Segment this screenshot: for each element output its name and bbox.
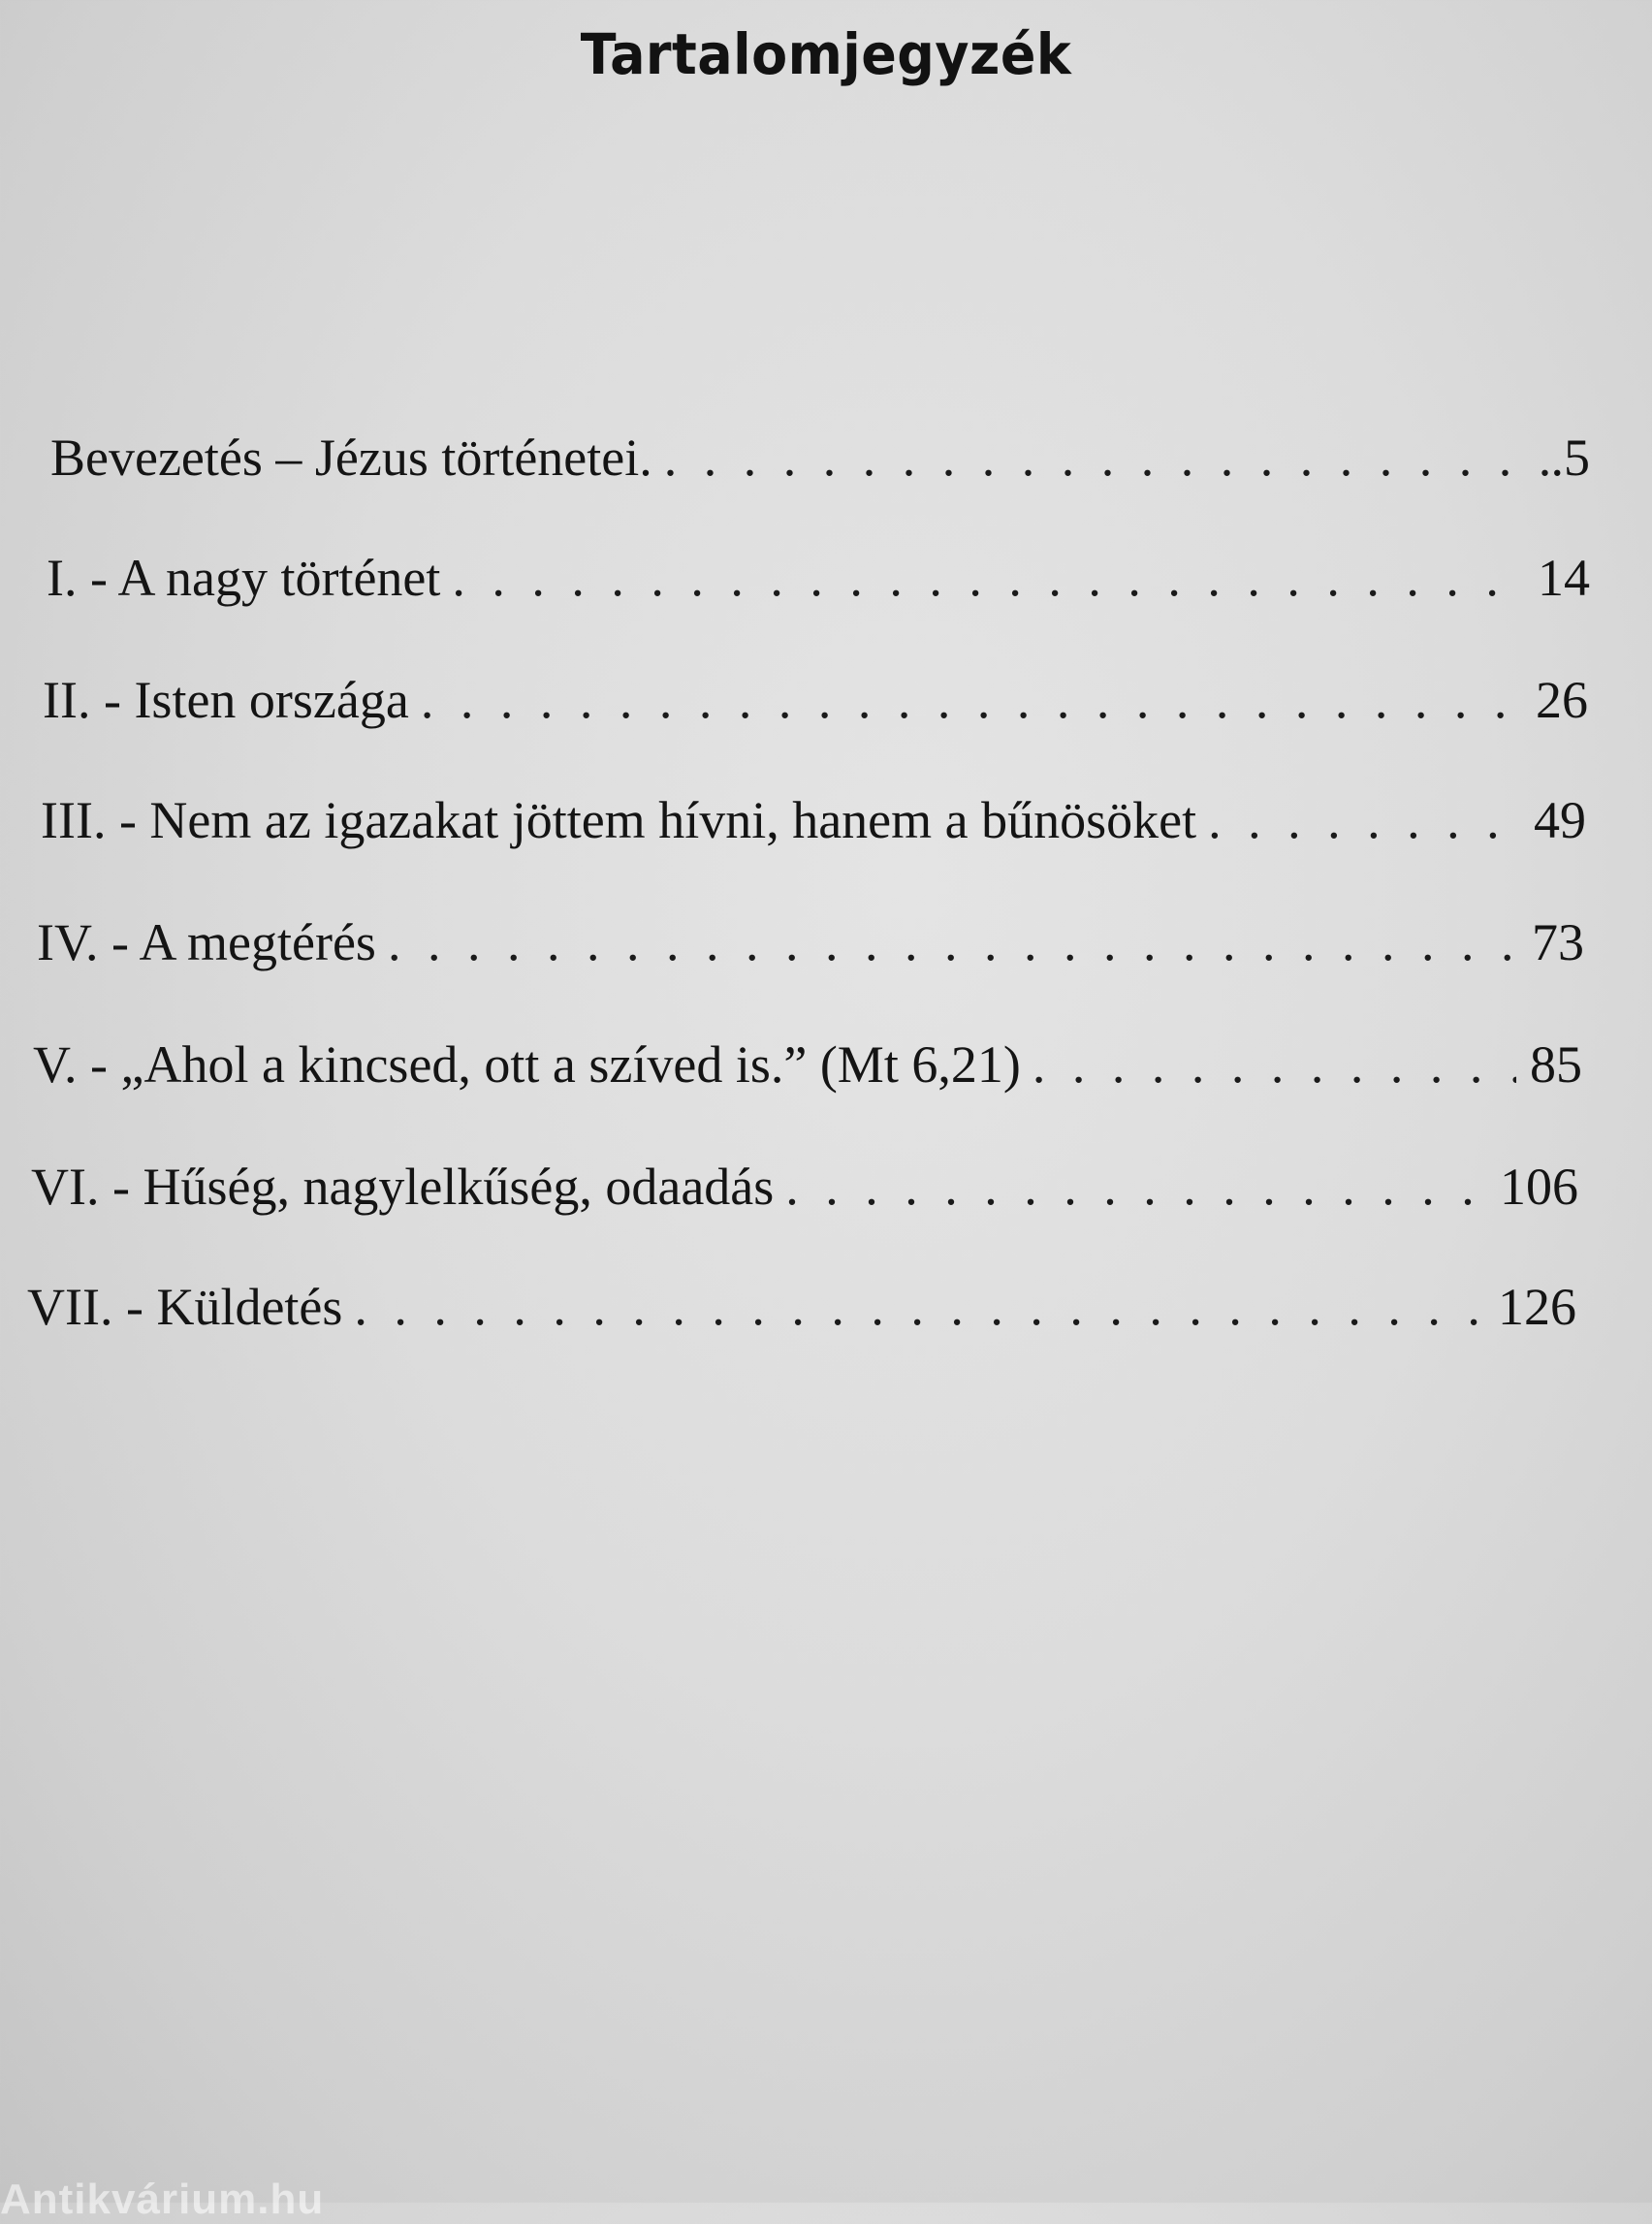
toc-entry [37,911,1584,979]
toc-entry [47,547,1590,615]
toc-entry-title: VII. - Küldetés [27,1278,343,1336]
dot-leader [421,669,1522,731]
toc-entry [50,427,1590,494]
toc-entry-title: III. - Nem az igazakat jöttem hívni, hanem a bűnösöket [41,791,1197,849]
toc-entry-title: V. - „Ahol a kincsed, ott a szíved is.” (Mt 6,21) [33,1035,1021,1094]
dot-leader [1208,789,1520,851]
dot-leader [785,1156,1486,1218]
dot-leader [664,427,1551,489]
dot-leader [1032,1033,1516,1096]
toc-entry-title: II. - Isten országa [43,671,409,729]
toc-entry [41,789,1586,857]
toc-entry [43,669,1588,737]
dot-leader [452,547,1524,609]
toc-entry-page: 49 [1534,791,1586,849]
toc-entry-title: I. - A nagy történet [47,549,441,607]
toc-entry-title: IV. - A megtérés [37,913,376,971]
toc-entry-title: Bevezetés – Jézus történetei. [50,429,652,487]
toc-entry-page: 85 [1530,1035,1582,1094]
toc-entry-page: 73 [1532,913,1584,971]
toc-entry-page: 126 [1498,1278,1576,1336]
dot-leader [388,911,1518,973]
toc-entry [33,1033,1582,1101]
toc-entry [27,1276,1576,1344]
toc-entry-page: .5 [1550,429,1590,487]
toc-entry-title: VI. - Hűség, nagylelkűség, odaadás [31,1158,775,1216]
dot-leader [354,1276,1484,1338]
toc-entry-page: 26 [1536,671,1588,729]
toc-entry-page: 14 [1538,549,1590,607]
toc-entry-page: 106 [1500,1158,1578,1216]
toc-entry [31,1156,1578,1223]
page-title: Tartalomjegyzék [580,21,1072,87]
watermark: Antikvárium.hu [0,2176,325,2223]
